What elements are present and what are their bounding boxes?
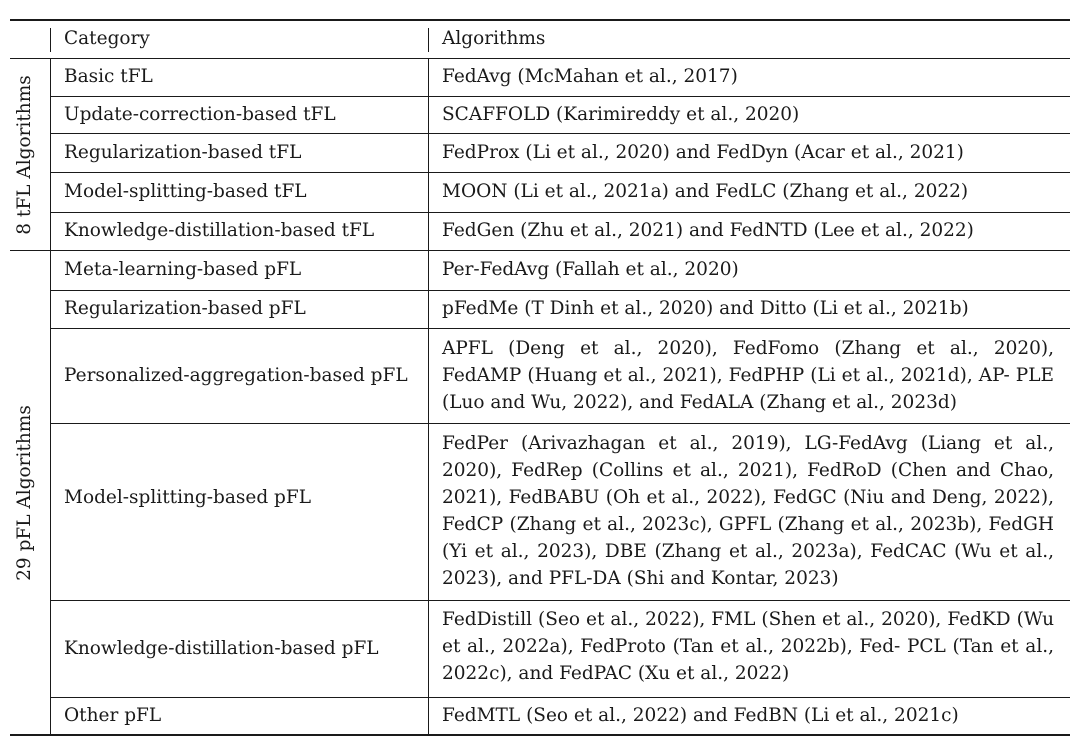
row-category: Model-splitting-based pFL — [64, 487, 312, 508]
row-algorithms: Per-FedAvg (Fallah et al., 2020) — [442, 259, 739, 280]
row-algorithms: FedDistill (Seo et al., 2022), FML (Shen et al., 2020), FedKD (Wu et al., 2022a), FedProto (Tan et al., 2022b), Fed- PCL (Tan et al., 2022c), and FedPAC (Xu et al., 2022) — [442, 609, 1054, 684]
group-rule — [10, 250, 1070, 251]
group-divider-line — [50, 59, 51, 250]
row-category: Update-correction-based tFL — [64, 104, 336, 125]
row-divider — [50, 172, 1070, 173]
header-rule — [10, 58, 1070, 59]
row-algorithms: MOON (Li et al., 2021a) and FedLC (Zhang et al., 2022) — [442, 181, 969, 202]
column-divider-line — [428, 28, 429, 52]
row-category: Regularization-based pFL — [64, 298, 306, 319]
header-algorithms: Algorithms — [442, 28, 546, 49]
row-divider — [50, 212, 1070, 213]
group-label-text: 8 tFL Algorithms — [14, 74, 35, 235]
row-divider — [50, 423, 1070, 424]
row-algorithms: FedPer (Arivazhagan et al., 2019), LG-FedAvg (Liang et al., 2020), FedRep (Collins et al., 2021), FedRoD (Chen and Chao, 2021), FedBABU (Oh et al., 2022), FedGC (Niu and Deng, 2022), FedCP (Zhang et al., 2023c), GPFL (Zhang et al., 2023b), FedGH (Yi et al., 2023), DBE (Zhang et al., 2023a), FedCAC (Wu et al., 2023), and PFL-DA (Shi and Kontar, 2023) — [442, 433, 1054, 589]
column-divider-line — [428, 59, 429, 734]
row-algorithms: FedMTL (Seo et al., 2022) and FedBN (Li et al., 2021c) — [442, 705, 959, 726]
header-category: Category — [64, 28, 150, 49]
row-category: Knowledge-distillation-based tFL — [64, 220, 375, 241]
group-divider-line — [50, 28, 51, 52]
row-algorithms: FedAvg (McMahan et al., 2017) — [442, 66, 738, 87]
row-algorithms: FedGen (Zhu et al., 2021) and FedNTD (Lee et al., 2022) — [442, 220, 974, 241]
row-category: Personalized-aggregation-based pFL — [64, 365, 408, 386]
top-rule — [10, 19, 1070, 21]
row-category: Model-splitting-based tFL — [64, 181, 307, 202]
row-algorithms: APFL (Deng et al., 2020), FedFomo (Zhang et al., 2020), FedAMP (Huang et al., 2021), FedPHP (Li et al., 2021d), AP- PLE (Luo and Wu, 2022), and FedALA (Zhang et al., 2023d) — [442, 338, 1054, 413]
row-algorithms: pFedMe (T Dinh et al., 2020) and Ditto (Li et al., 2021b) — [442, 298, 969, 319]
group-label-tfl — [0, 59, 50, 250]
row-category: Meta-learning-based pFL — [64, 259, 302, 280]
row-algorithms: FedProx (Li et al., 2020) and FedDyn (Acar et al., 2021) — [442, 142, 964, 163]
row-divider — [50, 697, 1070, 698]
group-divider-line — [50, 251, 51, 734]
row-category: Basic tFL — [64, 66, 153, 87]
row-category: Knowledge-distillation-based pFL — [64, 638, 379, 659]
row-divider — [50, 290, 1070, 291]
bottom-rule — [10, 734, 1070, 736]
group-label-text: 29 pFL Algorithms — [14, 404, 35, 581]
row-divider — [50, 600, 1070, 601]
row-divider — [50, 133, 1070, 134]
group-label-pfl — [0, 251, 50, 734]
row-divider — [50, 96, 1070, 97]
row-divider — [50, 328, 1070, 329]
row-algorithms: SCAFFOLD (Karimireddy et al., 2020) — [442, 104, 800, 125]
row-category: Regularization-based tFL — [64, 142, 302, 163]
row-category: Other pFL — [64, 705, 162, 726]
